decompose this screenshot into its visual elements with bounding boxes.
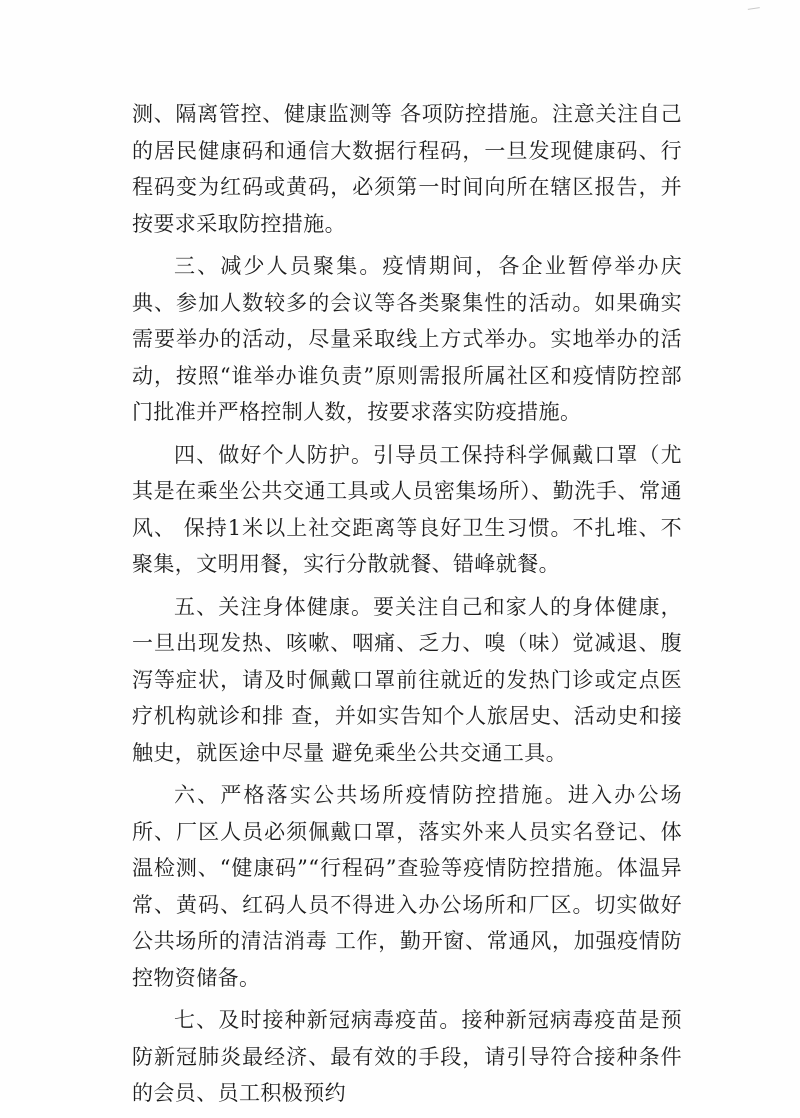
paragraph-reduce-gatherings: 三、减少人员聚集。疫情期间，各企业暂停举办庆典、参加人数较多的会议等各类聚集性的活动。如果确实需要举办的活动，尽量采取线上方式举办。实地举办的活动，按照“谁举办谁负责”原则需报所属社区和疫情防控部门批准并严格控制人数，按要求落实防疫措施。 (132, 254, 682, 424)
document-body (132, 96, 682, 1118)
paragraph-public-places: 六、严格落实公共场所疫情防控措施。进入办公场所、厂区人员必须佩戴口罩，落实外来人员实名登记、体温检测、“健康码”“行程码”查验等疫情防控措施。体温异常、黄码、红码人员不得进入办公场所和厂区。切实做好公共场所的清洁消毒 工作，勤开窗、常通风，加强疫情防控物资储备。 (132, 783, 682, 990)
paragraph-personal-protection: 四、做好个人防护。引导员工保持科学佩戴口罩（尤其是在乘坐公共交通工具或人员密集场所）、勤洗手、常通风、 保持1米以上社交距离等良好卫生习惯。不扎堆、不聚集，文明用餐，实行分散就餐、错峰就餐。 (132, 442, 682, 576)
paragraph-continuation: 测、隔离管控、健康监测等 各项防控措施。注意关注自己的居民健康码和通信大数据行程码，一旦发现健康码、行程码变为红码或黄码，必须第一时间向所在辖区报告，并按要求采取防控措施。 (132, 102, 682, 236)
paragraph-health-monitoring: 五、关注身体健康。要关注自己和家人的身体健康，一旦出现发热、咳嗽、咽痛、乏力、嗅（味）觉减退、腹泻等症状，请及时佩戴口罩前往就近的发热门诊或定点医疗机构就诊和排 查，并如实告知个人旅居史、活动史和接触史，就医途中尽量 避免乘坐公共交通工具。 (132, 594, 682, 765)
paragraph-vaccination: 七、及时接种新冠病毒疫苗。接种新冠病毒疫苗是预防新冠肺炎最经济、最有效的手段，请引导符合接种条件的会员、员工积极预约 (132, 1008, 682, 1105)
scan-artifact-mark (748, 7, 760, 13)
